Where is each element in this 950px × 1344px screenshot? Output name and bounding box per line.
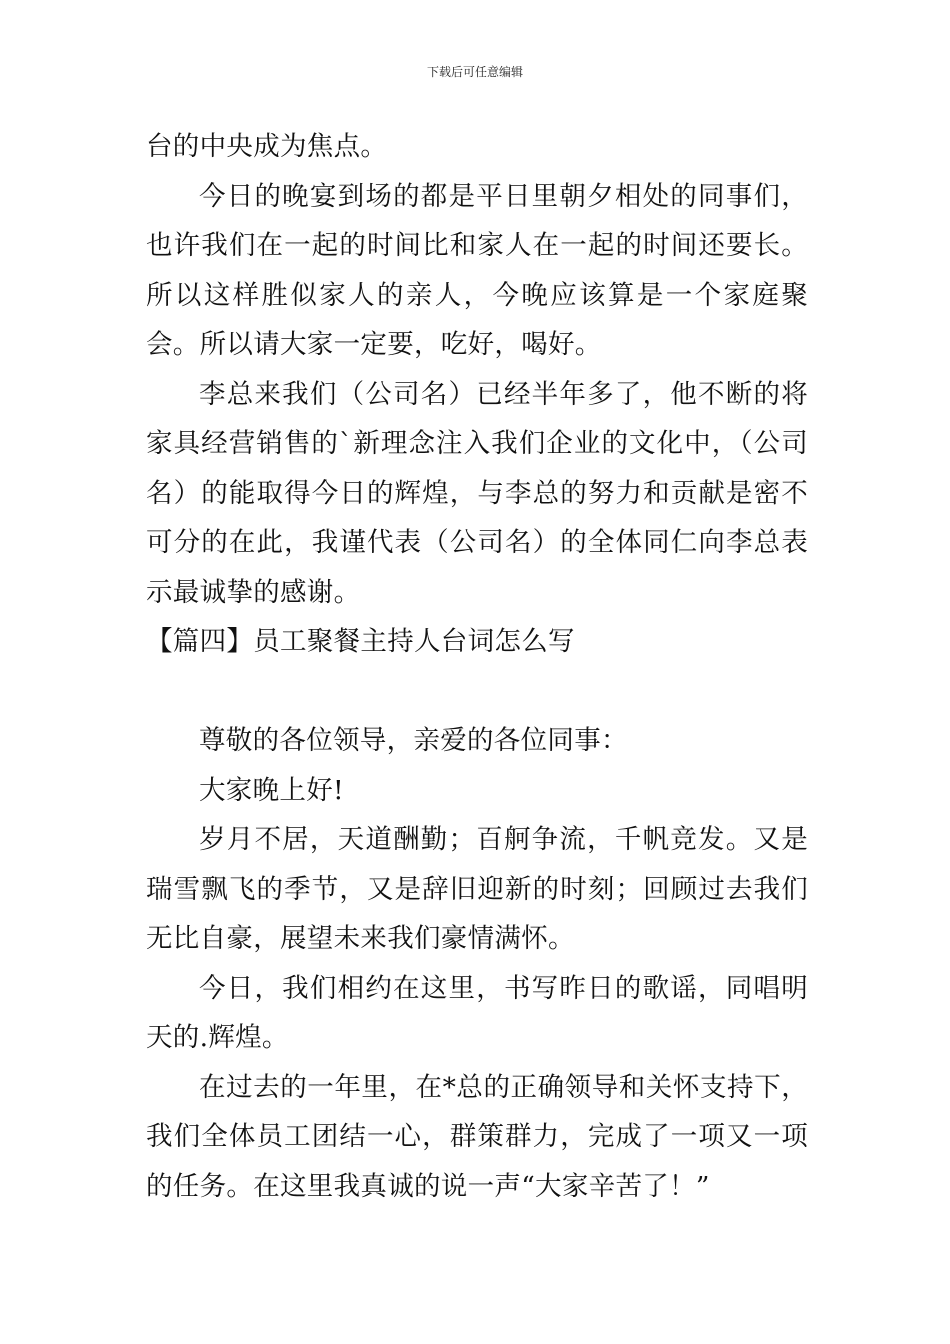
page-header: 下载后可任意编辑: [426, 65, 523, 79]
document-body: [146, 122, 808, 1211]
paragraph-seasons: 岁月不居，天道酬勤；百舸争流，千帆竞发。又是瑞雪飘飞的季节，又是辞旧迎新的时刻；回顾过去我们无比自豪，展望未来我们豪情满怀。: [146, 824, 808, 954]
paragraph-thanks-li: 李总来我们（公司名）已经半年多了，他不断的将家具经营销售的`新理念注入我们企业的文化中，（公司名）的能取得今日的辉煌，与李总的努力和贡献是密不可分的在此，我谨代表（公司名）的全体同仁向李总表示最诚挚的感谢。: [146, 378, 808, 608]
paragraph-greeting: 大家晚上好!: [199, 774, 344, 806]
paragraph-past-year: 在过去的一年里，在*总的正确领导和关怀支持下，我们全体员工团结一心，群策群力，完成了一项又一项的任务。在这里我真诚的说一声“大家辛苦了！”: [146, 1071, 808, 1202]
paragraph-salutation: 尊敬的各位领导，亲爱的各位同事：: [199, 725, 628, 756]
paragraph-gathering: 今日，我们相约在这里，书写昨日的歌谣，同唱明天的.辉煌。: [146, 972, 808, 1053]
section-title: 【篇四】员工聚餐主持人台词怎么写: [146, 626, 575, 657]
paragraph-continuation: 台的中央成为焦点。: [146, 131, 388, 162]
paragraph-banquet-colleagues: 今日的晚宴到场的都是平日里朝夕相处的同事们，也许我们在一起的时间比和家人在一起的时间还要长。所以这样胜似家人的亲人，今晚应该算是一个家庭聚会。所以请大家一定要，吃好，喝好。: [146, 180, 808, 360]
section-spacer: [146, 667, 808, 717]
